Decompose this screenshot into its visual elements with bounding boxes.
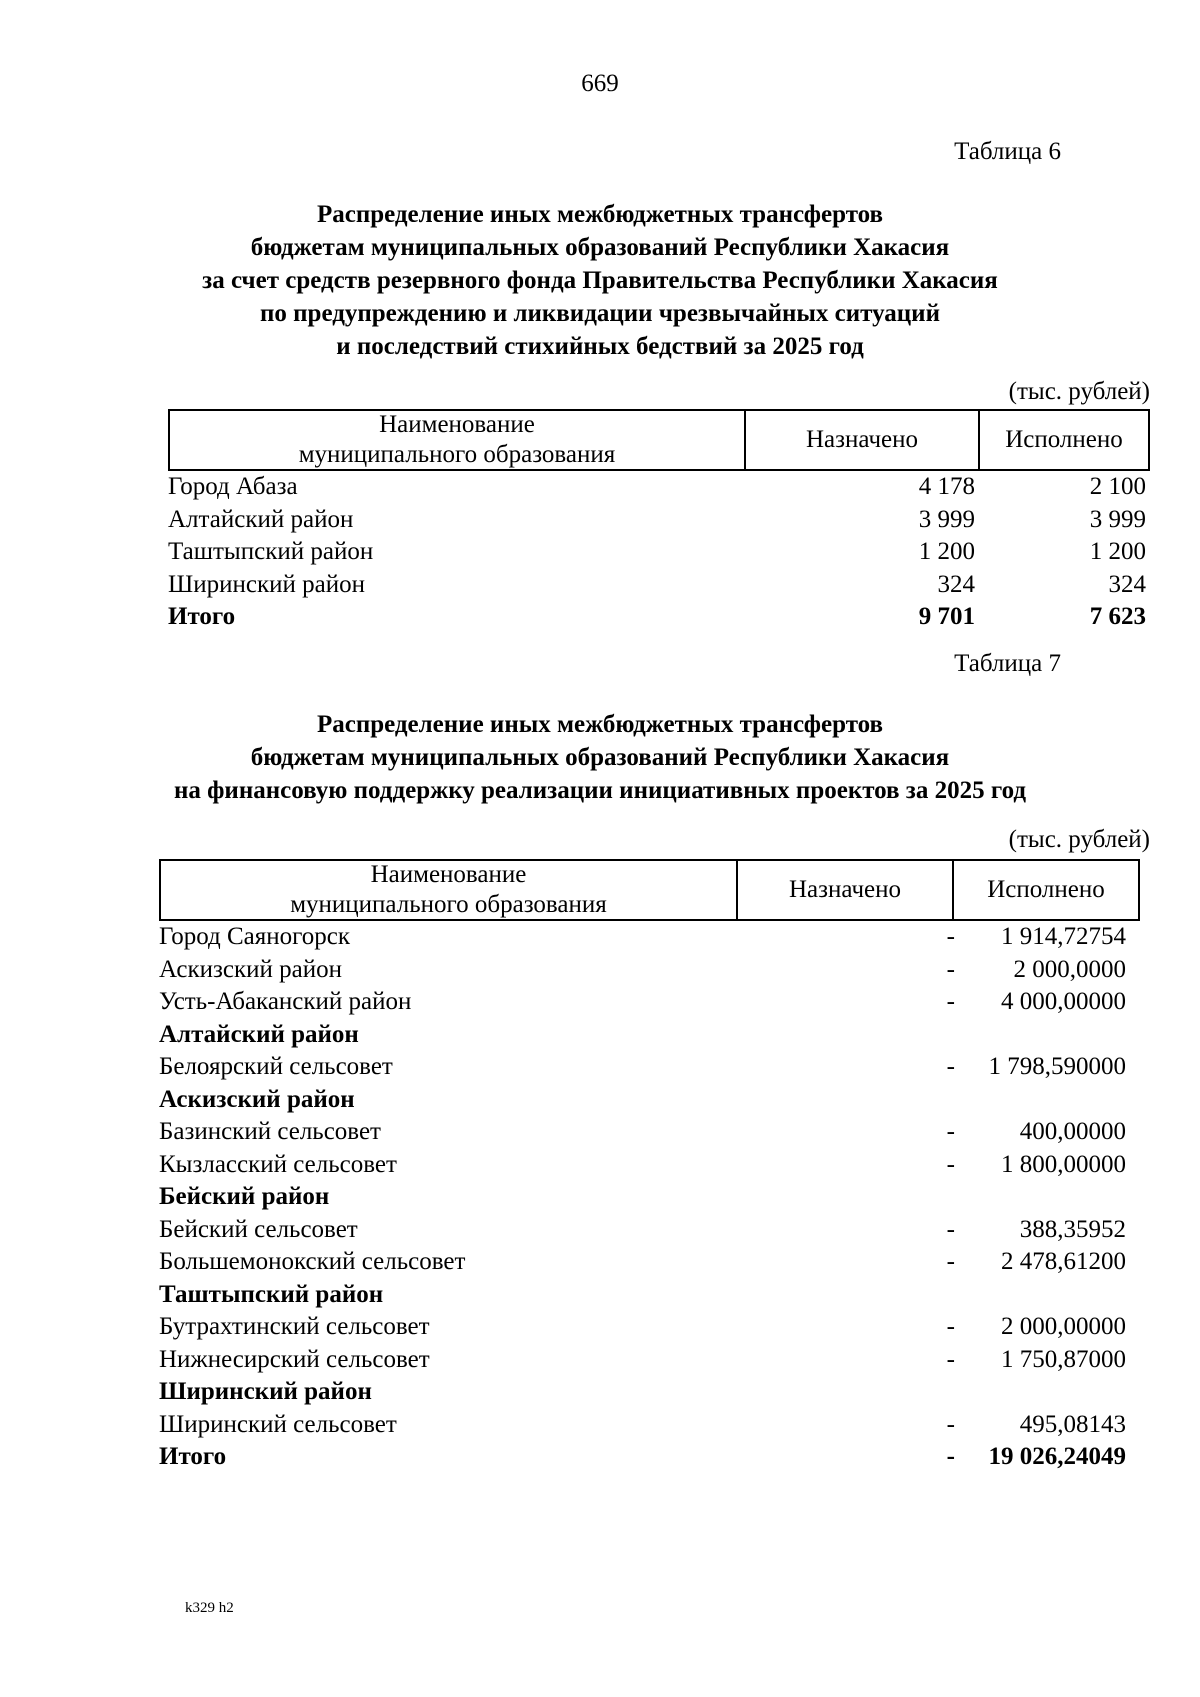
row-executed: 400,00000 [1019, 1118, 1126, 1145]
row-assigned: - [946, 1150, 955, 1178]
row-name: Город Саяногорск [159, 923, 351, 950]
units-label: (тыс. рублей) [1008, 378, 1150, 405]
row-executed: 388,35952 [1019, 1215, 1126, 1243]
row-name: Таштыпский район [159, 1280, 384, 1308]
row-assigned: - [946, 1248, 955, 1275]
table-row [159, 1311, 1140, 1344]
row-assigned: - [946, 1345, 955, 1373]
row-assigned: - [946, 955, 955, 983]
header-name-cell [161, 861, 736, 919]
table-row [159, 1051, 1140, 1084]
row-name: Аскизский район [159, 955, 343, 983]
row-assigned: - [946, 1118, 955, 1145]
row-name: Алтайский район [159, 1020, 359, 1048]
table-row [159, 1116, 1140, 1149]
table-body [168, 471, 1150, 634]
table-label: Таблица 6 [954, 138, 1061, 165]
row-name: Кызласский сельсовет [159, 1150, 397, 1178]
row-name: Ширинский район [168, 570, 365, 598]
row-executed: 3 999 [1089, 505, 1146, 533]
row-name: Аскизский район [159, 1085, 355, 1113]
table-row [159, 1279, 1140, 1312]
row-executed: 7 623 [1089, 603, 1146, 630]
row-executed: 19 026,24049 [988, 1443, 1126, 1470]
title-line: на финансовую поддержку реализации инициативных проектов за 2025 год [173, 777, 1027, 804]
row-name: Таштыпский район [168, 538, 374, 565]
row-executed: 324 [1108, 570, 1146, 598]
row-executed: 1 200 [1089, 538, 1146, 565]
row-assigned: - [946, 988, 955, 1015]
row-name: Город Абаза [168, 473, 298, 500]
table-row [159, 1214, 1140, 1247]
row-assigned: - [946, 1053, 955, 1080]
title-line: за счет средств резервного фонда Правительства Республики Хакасия [202, 267, 998, 294]
table-title [0, 708, 1200, 807]
row-assigned: - [946, 1215, 955, 1243]
header-name-line: муниципального образования [290, 891, 607, 918]
table-body [159, 921, 1140, 1474]
row-name: Усть-Абаканский район [159, 988, 412, 1015]
table-row [159, 1246, 1140, 1279]
title-line: Распределение иных межбюджетных трансфертов [316, 201, 884, 228]
table-row [159, 1441, 1140, 1474]
table-header [168, 409, 1150, 471]
row-executed: 1 914,72754 [1001, 923, 1126, 950]
table-row [159, 1376, 1140, 1409]
table-row [168, 536, 1150, 569]
header-name-line: Наименование [379, 411, 535, 438]
units-label: (тыс. рублей) [1008, 826, 1150, 853]
row-name: Ширинский сельсовет [159, 1410, 397, 1438]
row-name: Итого [168, 603, 236, 630]
footer-code: k329 h2 [185, 1600, 234, 1616]
row-name: Итого [159, 1443, 227, 1470]
row-assigned: 3 999 [918, 505, 975, 533]
table-row [168, 569, 1150, 602]
row-executed: 2 100 [1089, 473, 1146, 500]
header-name-line: Наименование [370, 861, 527, 888]
table-row [159, 921, 1140, 954]
header-name-line: муниципального образования [298, 441, 616, 468]
row-executed: 495,08143 [1019, 1410, 1126, 1438]
row-name: Бейский сельсовет [159, 1215, 358, 1243]
row-assigned: 324 [937, 570, 975, 598]
table-row [159, 1084, 1140, 1117]
table-row [159, 986, 1140, 1019]
header-name-cell [170, 411, 744, 469]
title-line: бюджетам муниципальных образований Республики Хакасия [250, 744, 950, 771]
row-name: Базинский сельсовет [159, 1118, 381, 1145]
title-line: и последствий стихийных бедствий за 2025 год [336, 333, 864, 360]
row-name: Бутрахтинский сельсовет [159, 1313, 430, 1340]
row-assigned: 1 200 [918, 538, 975, 565]
title-line: бюджетам муниципальных образований Республики Хакасия [250, 234, 950, 261]
table-row [168, 471, 1150, 504]
table-title [0, 198, 1200, 363]
row-name: Бейский район [159, 1183, 330, 1210]
row-assigned: - [946, 1443, 955, 1470]
row-name: Белоярский сельсовет [159, 1053, 393, 1080]
table-header [159, 859, 1140, 921]
row-assigned: - [946, 1410, 955, 1438]
row-executed: 2 000,0000 [1013, 955, 1126, 983]
table-label: Таблица 7 [954, 650, 1061, 677]
table-row [159, 1409, 1140, 1442]
header-executed: Исполнено [952, 861, 1138, 919]
table-row [159, 1019, 1140, 1052]
row-assigned: - [946, 923, 955, 950]
row-executed: 1 800,00000 [1001, 1150, 1126, 1178]
table-row [168, 601, 1150, 634]
row-executed: 4 000,00000 [1001, 988, 1126, 1015]
page-number: 669 [581, 70, 619, 97]
table-row [159, 1181, 1140, 1214]
title-line: Распределение иных межбюджетных трансфертов [316, 711, 884, 738]
row-name: Большемонокский сельсовет [159, 1248, 466, 1275]
row-executed: 1 798,590000 [988, 1053, 1126, 1080]
row-executed: 1 750,87000 [1001, 1345, 1126, 1373]
header-assigned: Назначено [744, 411, 978, 469]
header-executed: Исполнено [978, 411, 1148, 469]
header-assigned: Назначено [736, 861, 952, 919]
row-assigned: 4 178 [918, 473, 975, 500]
table-row [168, 504, 1150, 537]
table-row [159, 954, 1140, 987]
row-executed: 2 000,00000 [1001, 1313, 1126, 1340]
row-name: Нижнесирский сельсовет [159, 1345, 430, 1373]
row-assigned: 9 701 [918, 603, 975, 630]
row-name: Ширинский район [159, 1378, 372, 1405]
title-line: по предупреждению и ликвидации чрезвычайных ситуаций [260, 300, 940, 327]
row-executed: 2 478,61200 [1001, 1248, 1126, 1275]
row-assigned: - [946, 1313, 955, 1340]
row-name: Алтайский район [168, 505, 354, 533]
table-row [159, 1149, 1140, 1182]
table-row [159, 1344, 1140, 1377]
